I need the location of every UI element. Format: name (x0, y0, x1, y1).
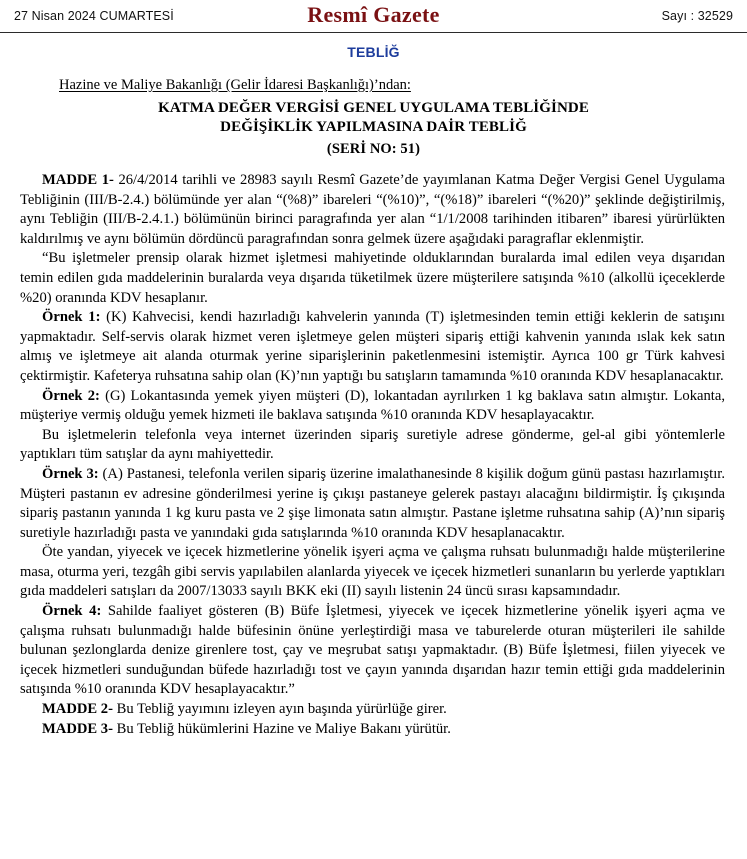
issuing-authority (0, 77, 747, 94)
example-3-text: (A) Pastanesi, telefonla verilen sipariş üzerine imalathanesinde 8 kişilik doğum günü pastası hazırlamıştır. Müşteri pastanın ev adresine gönderilmesi yerine iş çıkışı pastaneye gelerek pastayı alacağını bildirmiştir. İş çıkışında sipariş pastanın yanında 1 kg kuru pasta ve 2 şişe limonata satın almıştır. Pastane işletme ruhsatına sahip (A)’nın sipariş suretiyle hazırladığı pasta ve yanındaki gıda satışlarında %10 oranında KDV hesaplanacaktır. (20, 465, 725, 541)
masthead-divider (0, 32, 747, 33)
example-1-paragraph (20, 308, 725, 386)
example-4-text: Sahilde faaliyet gösteren (B) Büfe İşletmesi, yiyecek ve içecek hizmetlerine yönelik işyeri açma ve çalışma ruhsatı bulunmadığı halde büfesinin önüne yerleştirdiği masa ve taburelerde oturan müşterileri ile sahilde bulunan şezlonglarda denize girenlere tost, çay ve meşrubat satışı yapmaktadır. (B) Büfe İşletmesi, fiilen yiyecek ve içecek hizmetleri sunduğundan büfede hazırladığı tost ve çayın yanında dışarıdan hazır temin ettiği gıda maddelerinin satışında %10 oranında KDV hesaplayacaktır.” (20, 603, 725, 698)
example-2-text: (G) Lokantasında yemek yiyen müşteri (D), lokantadan ayrılırken 1 kg baklava satın almıştır. Lokanta, müşteriye vermiş olduğu yemek hizmeti ile baklava satışında %10 oranında KDV hesaplayacaktır. (20, 387, 725, 424)
issuing-authority-text: Hazine ve Maliye Bakanlığı (Gelir İdaresi Başkanlığı)’ndan: (59, 77, 411, 93)
example-3-label: Örnek 3: (42, 465, 99, 482)
internet-orders-paragraph: Bu işletmelerin telefonla veya internet üzerinden sipariş suretiyle adrese gönderme, gel-al gibi yöntemlerle yaptıkları tüm satışlar da aynı mahiyettedir. (20, 426, 725, 463)
example-2-label: Örnek 2: (42, 387, 100, 404)
document-serial-number: (SERİ NO: 51) (326, 141, 421, 157)
example-4-paragraph (20, 602, 725, 700)
example-1-text: (K) Kahvecisi, kendi hazırladığı kahvelerin yanında (T) işletmesinden temin ettiği keklerin de satışını yapmaktadır. Self-servis olarak hizmet veren işletmeye gelen müşteri sipariş ettiği kahvenin yanında ıslak kek satın almış ve işletmeye ait alanda oturmak yerine siparişlerinin paketlenmesini istemiştir. Ayrıca 100 gr Türk kahvesi çektirmiştir. Kafeterya ruhsatına sahip olan (K)’nın yaptığı bu satışların tamamında %10 oranında KDV hesaplanacaktır. (20, 309, 725, 384)
example-1-label: Örnek 1: (42, 309, 101, 326)
section-heading: TEBLİĞ (347, 44, 400, 60)
article-2-text: Bu Tebliğ yayımını izleyen ayın başında yürürlüğe girer. (112, 701, 447, 718)
article-1-paragraph (20, 171, 725, 249)
example-2-paragraph (20, 387, 725, 426)
quoted-intro-paragraph: “Bu işletmeler prensip olarak hizmet işletmesi mahiyetinde olduklarından buralarda imal edilen veya dışarıdan temin edilen gıda maddelerinin buralarda veya dışarıda tüketilmek üzere müşterilere satışında %10 (alkollü içeceklerde %20) oranında KDV hesaplanır. (20, 250, 725, 306)
document-title-line2: DEĞİŞİKLİK YAPILMASINA DAİR TEBLİĞ (220, 119, 527, 135)
masthead (0, 0, 747, 32)
document-body (0, 171, 747, 739)
article-3-label: MADDE 3- (42, 720, 113, 737)
example-3-paragraph (20, 465, 725, 543)
document-title-line1: KATMA DEĞER VERGİSİ GENEL UYGULAMA TEBLİĞİNDE (158, 100, 589, 116)
article-3-text: Bu Tebliğ hükümlerini Hazine ve Maliye Bakanı yürütür. (112, 720, 451, 737)
publication-date: 27 Nisan 2024 CUMARTESİ (14, 9, 174, 23)
gazette-title: Resmî Gazete (307, 2, 440, 27)
article-2-label: MADDE 2- (42, 701, 113, 718)
article-1-text: 26/4/2014 tarihli ve 28983 sayılı Resmî Gazete’de yayımlanan Katma Değer Vergisi Genel Uygulama Tebliğinin (III/B-2.4.) bölümünde yer alan “(%8)” ibareleri “(%10)”, “(%18)” ibareleri “(%20)” şeklinde değiştirilmiş, aynı Tebliğin (III/B-2.4.1.) bölümünün birinci paragrafında yer alan “1/1/2008 tarihinden itibaren” ibaresi yürürlükten kaldırılmış ve aynı bölümün dördüncü paragrafından sonra gelmek üzere aşağıdaki paragraflar eklenmiştir. (20, 172, 725, 247)
article-1-label: MADDE 1- (42, 172, 114, 188)
issue-number: Sayı : 32529 (661, 9, 733, 23)
other-hand-paragraph: Öte yandan, yiyecek ve içecek hizmetlerine yönelik işyeri açma ve çalışma ruhsatı bulunmadığı halde müşterilerine masa, oturma yeri, tezgâh gibi servis yapılabilen alanlarda yiyecek ve içecek hizmetleri sunanların bu yerlerde yaptıkları gıda maddeleri satışları da 2007/13033 sayılı BKK eki (II) sayılı listenin 24 üncü sırası kapsamındadır. (20, 544, 725, 600)
article-2-paragraph (20, 700, 725, 720)
document-title (0, 99, 747, 159)
article-3-paragraph (20, 720, 725, 740)
example-4-label: Örnek 4: (42, 603, 102, 620)
